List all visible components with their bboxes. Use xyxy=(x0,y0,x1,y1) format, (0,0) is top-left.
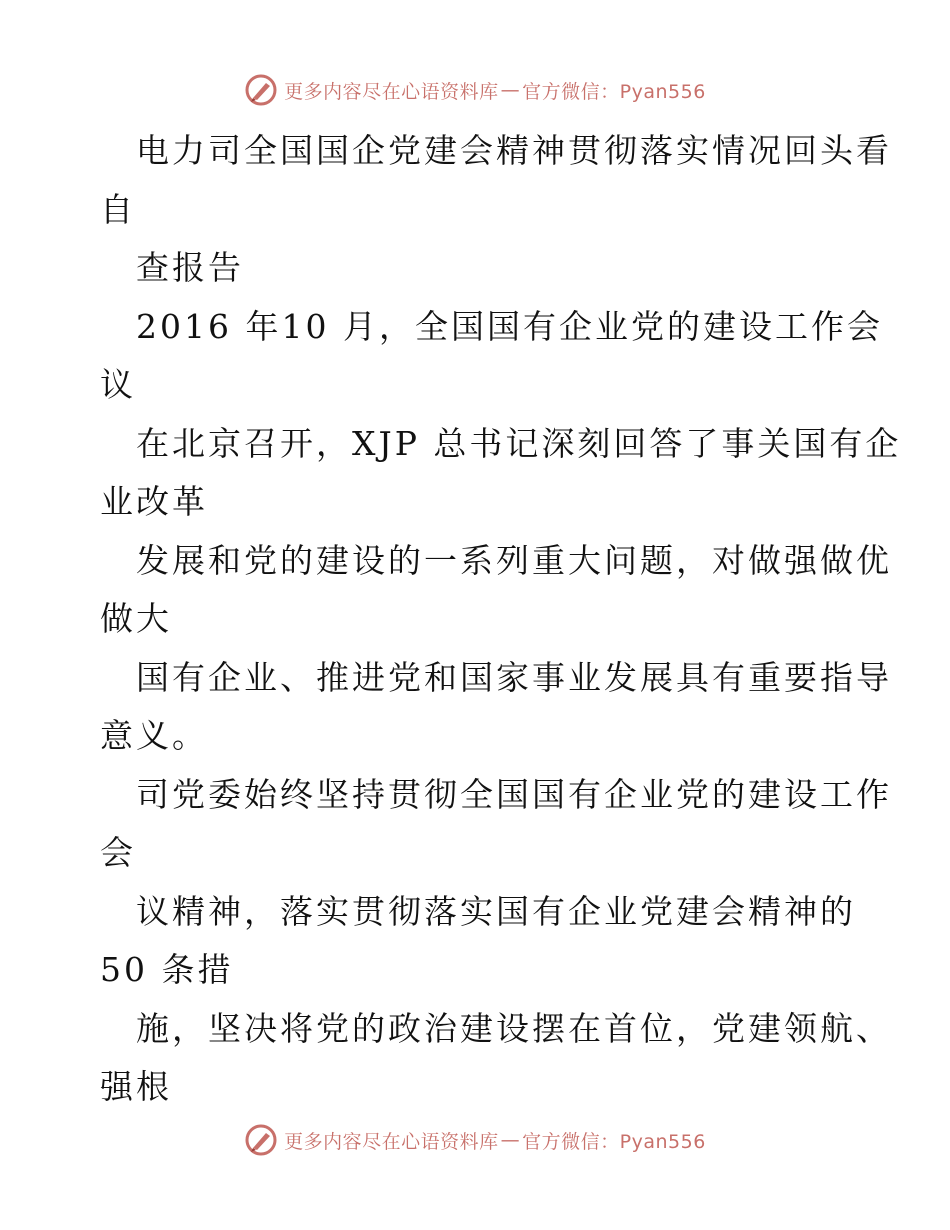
document-line: 意义。 xyxy=(100,716,208,755)
document-line: 议 xyxy=(100,365,136,404)
watermark-brand: 更多内容尽在心语资料库 xyxy=(284,80,499,103)
document-line: 强根 xyxy=(100,1067,172,1106)
document-line: 会 xyxy=(100,833,136,872)
document-line: 业改革 xyxy=(100,482,208,521)
document-line: 施，坚决将党的政治建设摆在首位，党建领航、 xyxy=(136,1008,892,1048)
header-watermark xyxy=(0,70,950,110)
watermark-brand: 更多内容尽在心语资料库 xyxy=(284,1130,499,1153)
document-line: 做大 xyxy=(100,599,172,638)
document-line: 2016 年10 月，全国国有企业党的建设工作会 xyxy=(136,306,883,346)
watermark-separator: — xyxy=(500,1129,521,1151)
pen-logo-icon xyxy=(244,73,278,107)
document-line: 自 xyxy=(100,189,136,229)
watermark-contact: 官方微信：Pyan556 xyxy=(522,1130,706,1153)
document-line: 司党委始终坚持贯彻全国国有企业党的建设工作 xyxy=(136,774,892,814)
document-line: 查报告 xyxy=(136,248,244,287)
document-line: 电力司全国国企党建会精神贯彻落实情况回头看 xyxy=(136,131,892,170)
document-line: 发展和党的建设的一系列重大问题，对做强做优 xyxy=(136,540,892,580)
watermark-separator: — xyxy=(500,79,521,101)
watermark-contact: 官方微信：Pyan556 xyxy=(522,80,706,103)
document-line: 议精神，落实贯彻落实国有企业党建会精神的 xyxy=(136,891,856,931)
footer-watermark xyxy=(0,1120,950,1160)
document-line: 在北京召开，XJP 总书记深刻回答了事关国有企 xyxy=(136,423,902,463)
document-body xyxy=(100,122,902,1117)
pen-logo-icon xyxy=(244,1123,278,1157)
document-line: 国有企业、推进党和国家事业发展具有重要指导 xyxy=(136,657,892,697)
document-line: 50 条措 xyxy=(100,950,234,989)
